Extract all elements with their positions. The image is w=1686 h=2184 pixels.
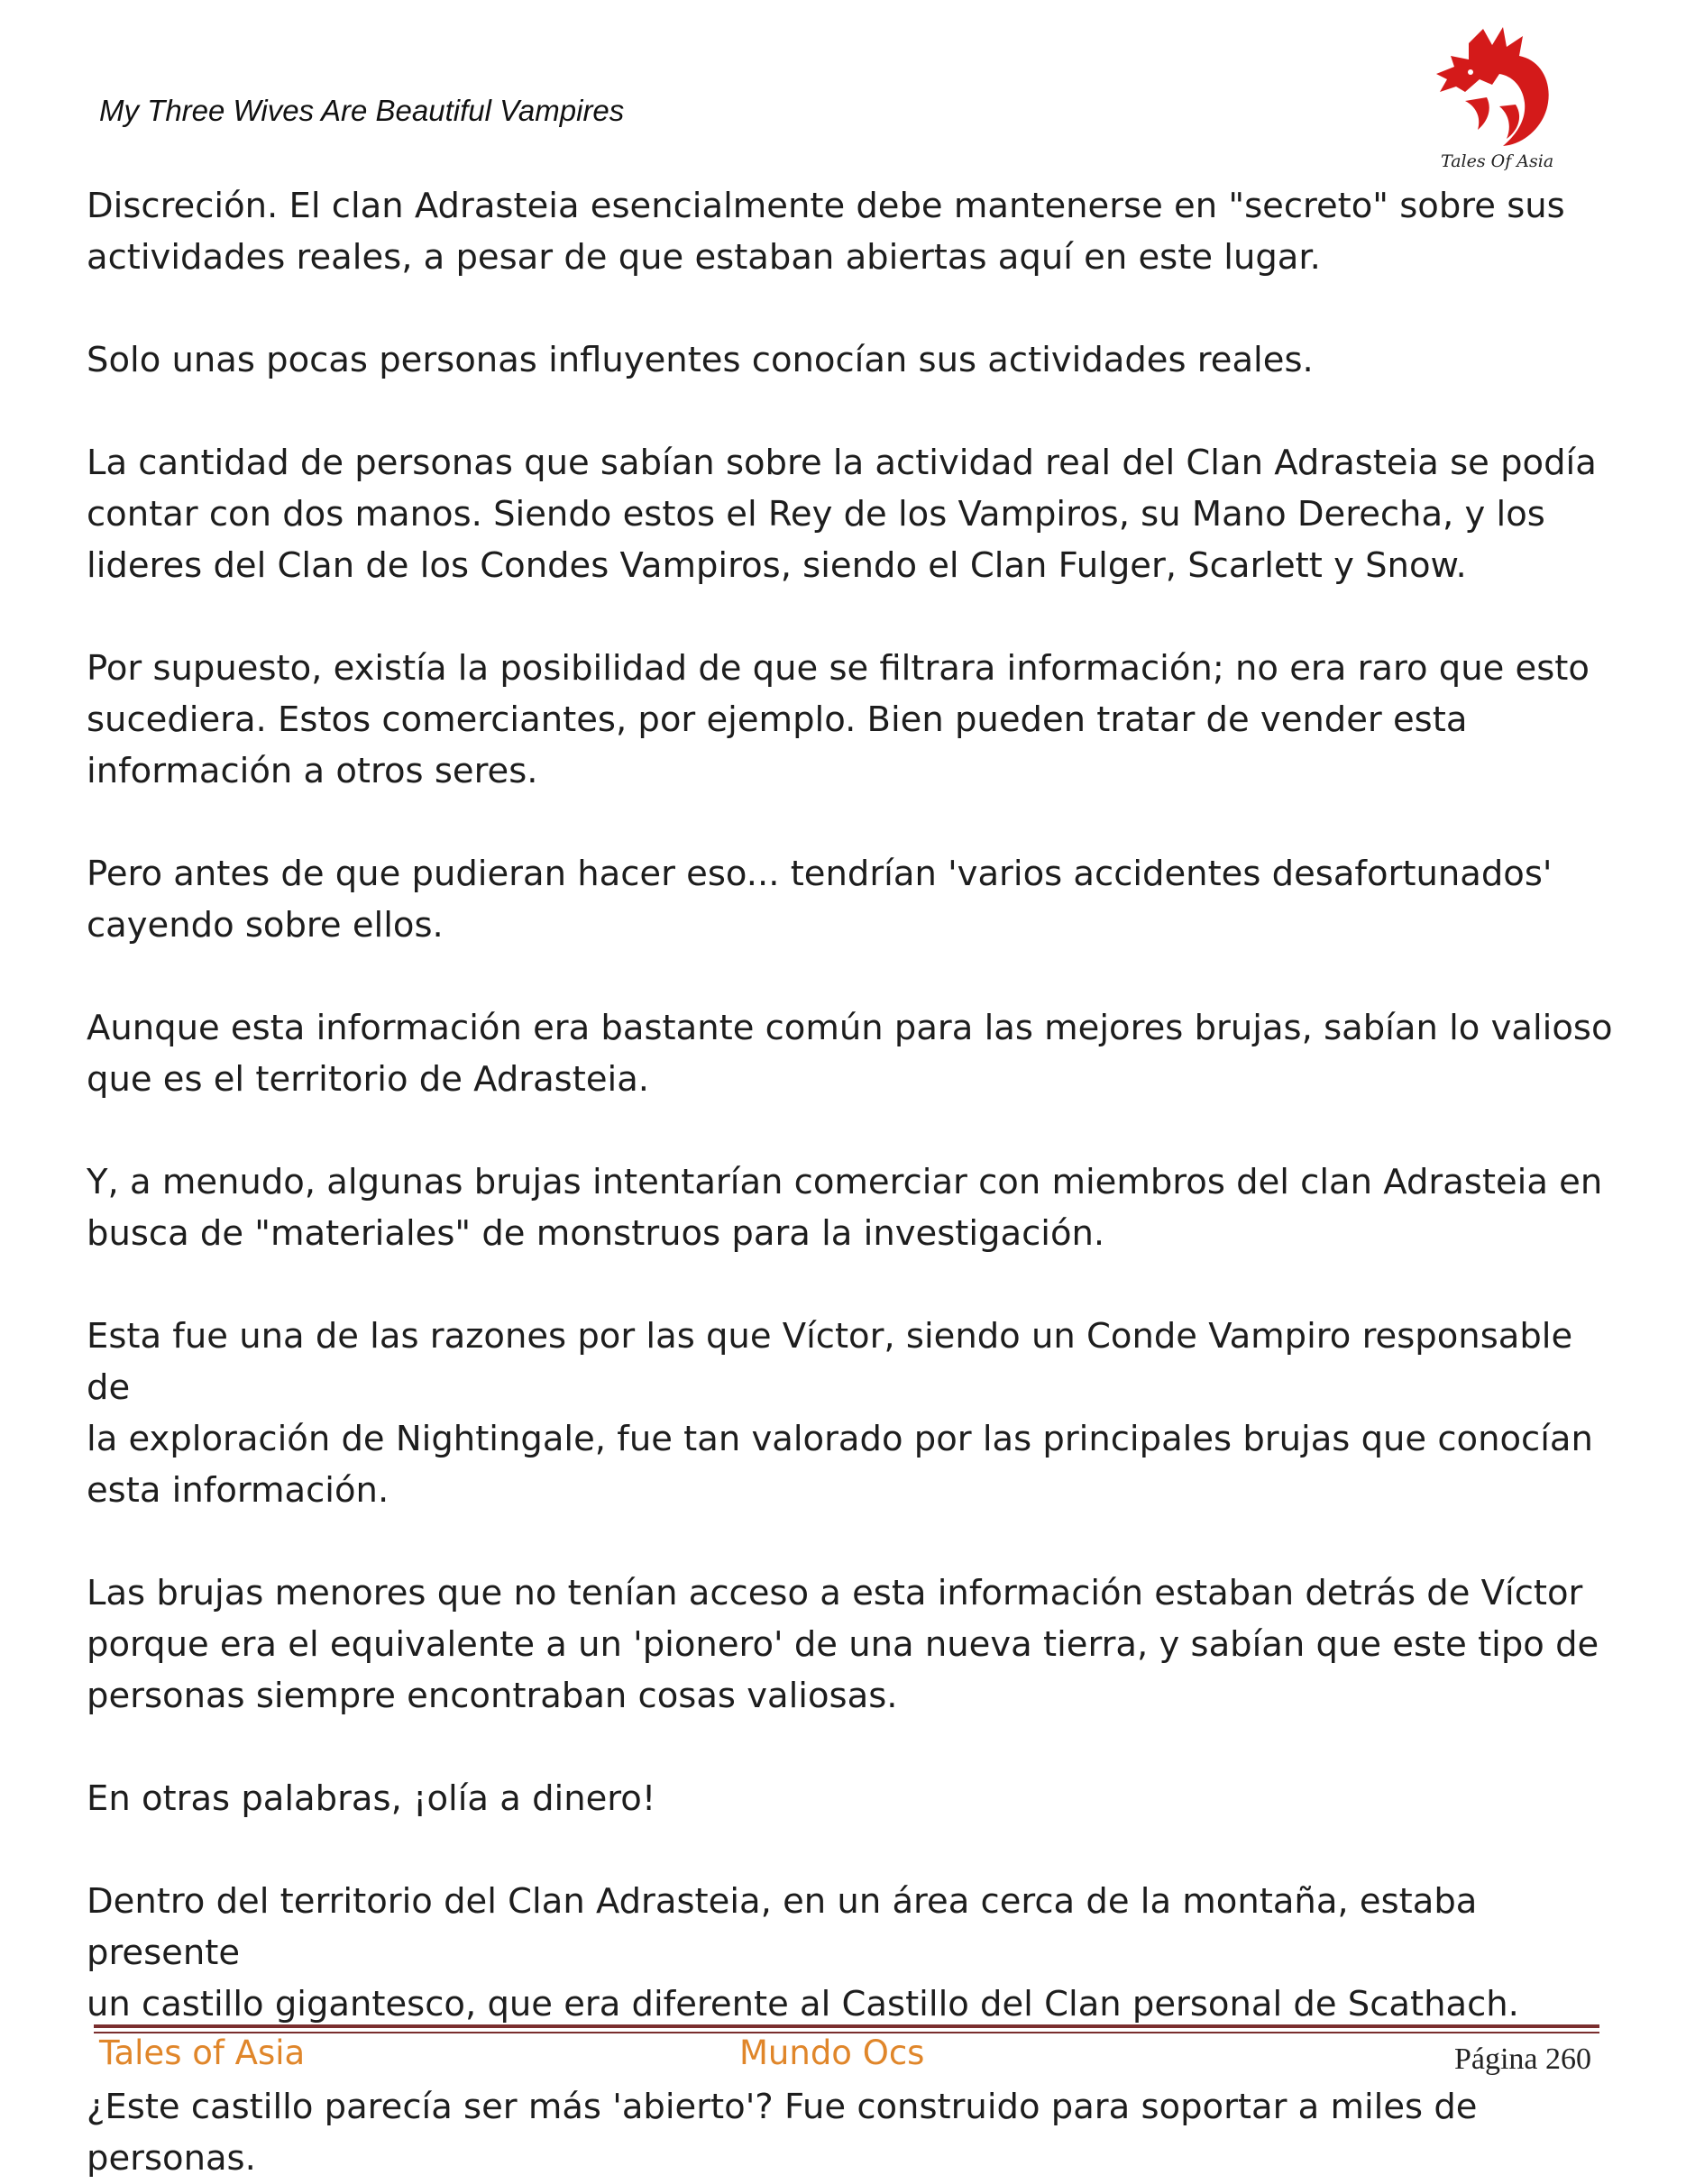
paragraph: Esta fue una de las razones por las que Víctor, siendo un Conde Vampiro responsable de la exploración de Nightingale, fue tan valorado por las principales brujas que conocían esta información. xyxy=(87,1316,1593,1511)
chapter-body xyxy=(87,180,1619,2184)
red-dragon-icon xyxy=(1429,20,1564,155)
page-number: Página 260 xyxy=(1453,2042,1591,2076)
footer-site-name: Tales of Asia xyxy=(99,2033,306,2072)
paragraph: La cantidad de personas que sabían sobre la actividad real del Clan Adrasteia se podía contar con dos manos. Siendo estos el Rey de los Vampiros, su Mano Derecha, y los lideres del Clan de los Condes Vampiros, siendo el Clan Fulger, Scarlett y Snow. xyxy=(87,443,1597,586)
paragraph: Y, a menudo, algunas brujas intentarían comerciar con miembros del clan Adrasteia en busca de "materiales" de monstruos para la investigación. xyxy=(87,1162,1603,1254)
paragraph: Las brujas menores que no tenían acceso a esta información estaban detrás de Víctor porque era el equivalente a un 'pionero' de una nueva tierra, y sabían que este tipo de personas siempre encontraban cosas valiosas. xyxy=(87,1573,1599,1716)
paragraph: Discreción. El clan Adrasteia esencialmente debe mantenerse en "secreto" sobre sus actividades reales, a pesar de que estaban abiertas aquí en este lugar. xyxy=(87,186,1565,278)
paragraph: Aunque esta información era bastante común para las mejores brujas, sabían lo valioso que es el territorio de Adrasteia. xyxy=(87,1008,1613,1100)
paragraph: Solo unas pocas personas influyentes conocían sus actividades reales. xyxy=(87,340,1314,380)
footer-rule xyxy=(94,2024,1599,2028)
document-header-title: My Three Wives Are Beautiful Vampires xyxy=(99,94,625,127)
logo-caption: Tales Of Asia xyxy=(1441,151,1554,171)
paragraph: Por supuesto, existía la posibilidad de que se filtrara información; no era raro que esto sucediera. Estos comerciantes, por ejemplo. Bien pueden tratar de vender esta información a otros seres. xyxy=(87,648,1590,791)
paragraph: ¿Este castillo parecía ser más 'abierto'? Fue construido para soportar a miles de personas. xyxy=(87,2087,1478,2179)
paragraph: Dentro del territorio del Clan Adrasteia, en un área cerca de la montaña, estaba presente un castillo gigantesco, que era diferente al Castillo del Clan personal de Scathach. xyxy=(87,1881,1519,2024)
paragraph: En otras palabras, ¡olía a dinero! xyxy=(87,1778,656,1819)
paragraph: Pero antes de que pudieran hacer eso... tendrían 'varios accidentes desafortunados' cayendo sobre ellos. xyxy=(87,854,1553,946)
footer-group-name: Mundo Ocs xyxy=(739,2033,925,2072)
